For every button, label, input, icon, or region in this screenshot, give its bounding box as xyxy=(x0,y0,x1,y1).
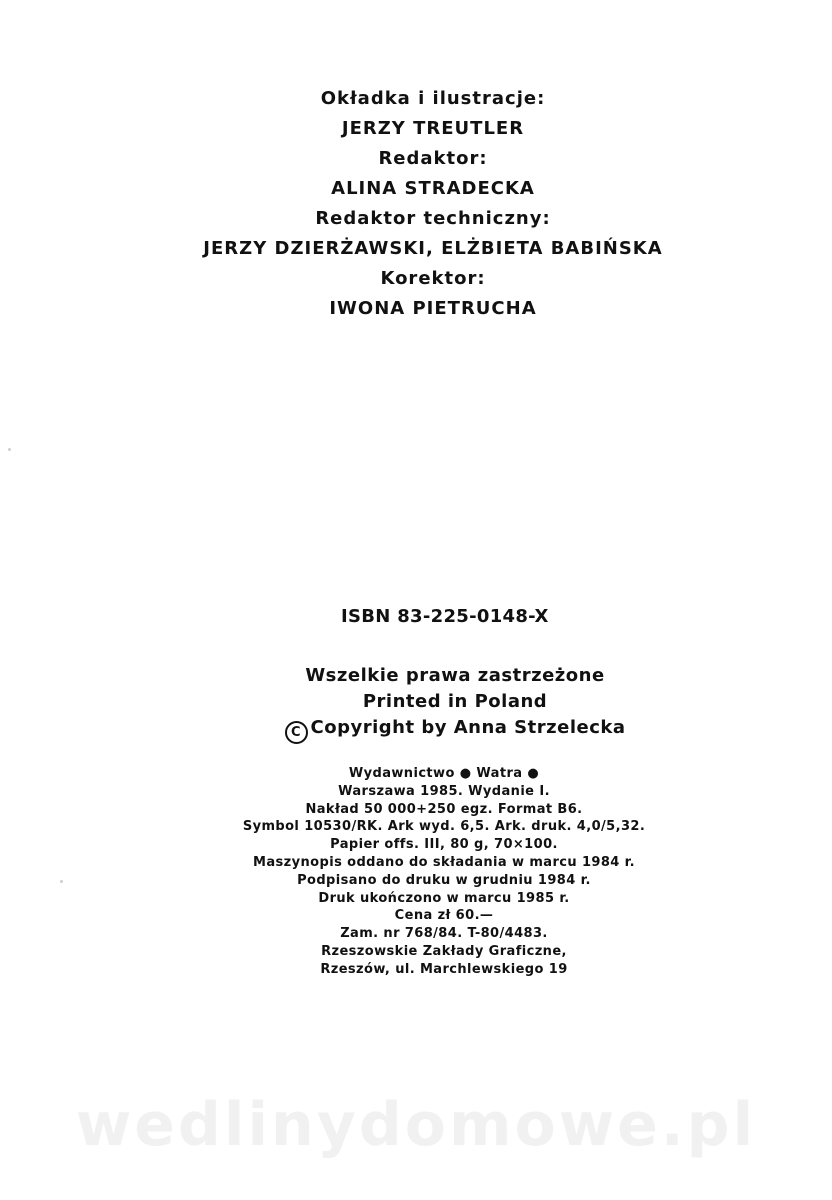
printed-in-line: Printed in Poland xyxy=(362,691,548,712)
copyright-text: Copyright by Anna Strzelecka xyxy=(310,717,626,738)
watermark: wedlinydomowe.pl xyxy=(75,1090,757,1160)
imprint-line: Rzeszowskie Zakłady Graficzne, xyxy=(321,943,567,959)
isbn-line: ISBN 83-225-0148-X xyxy=(341,606,549,627)
imprint-line: Symbol 10530/RK. Ark wyd. 6,5. Ark. druk. 4,0/5,32. xyxy=(242,819,646,835)
copyright-line xyxy=(0,715,832,741)
imprint-line: Rzeszów, ul. Marchlewskiego 19 xyxy=(320,961,568,977)
credit-line-editor-name: ALINA STRADECKA xyxy=(331,178,535,199)
imprint-line: Papier offs. III, 80 g, 70×100. xyxy=(330,837,558,853)
imprint-line: Podpisano do druku w grudniu 1984 r. xyxy=(297,872,591,888)
imprint-line: Wydawnictwo ● Watra ● xyxy=(348,766,540,781)
imprint-line: Maszynopis oddano do składania w marcu 1984 r. xyxy=(253,854,635,870)
imprint-line: Warszawa 1985. Wydanie I. xyxy=(338,783,550,799)
credit-line-editor-label: Redaktor: xyxy=(378,148,488,169)
paper-speck xyxy=(60,880,63,883)
imprint-block xyxy=(0,765,832,979)
copyright-icon: C xyxy=(285,721,308,744)
credit-line-tech-editor-label: Redaktor techniczny: xyxy=(315,208,551,229)
credit-line-cover-label: Okładka i ilustracje: xyxy=(320,88,546,109)
imprint-line: Nakład 50 000+250 egz. Format B6. xyxy=(305,801,583,817)
imprint-line: Cena zł 60.— xyxy=(394,908,494,924)
credit-line-tech-editor-names: JERZY DZIERŻAWSKI, ELŻBIETA BABIŃSKA xyxy=(203,238,663,259)
credit-line-proofreader-name: IWONA PIETRUCHA xyxy=(329,298,537,319)
rights-block xyxy=(0,663,832,741)
imprint-line: Zam. nr 768/84. T-80/4483. xyxy=(340,926,548,942)
rights-reserved-line: Wszelkie prawa zastrzeżone xyxy=(305,665,605,686)
credit-line-cover-name: JERZY TREUTLER xyxy=(341,118,525,139)
credit-line-proofreader-label: Korektor: xyxy=(380,268,486,289)
paper-speck xyxy=(8,448,11,451)
imprint-line: Druk ukończono w marcu 1985 r. xyxy=(318,890,570,906)
credits-block xyxy=(0,84,832,324)
